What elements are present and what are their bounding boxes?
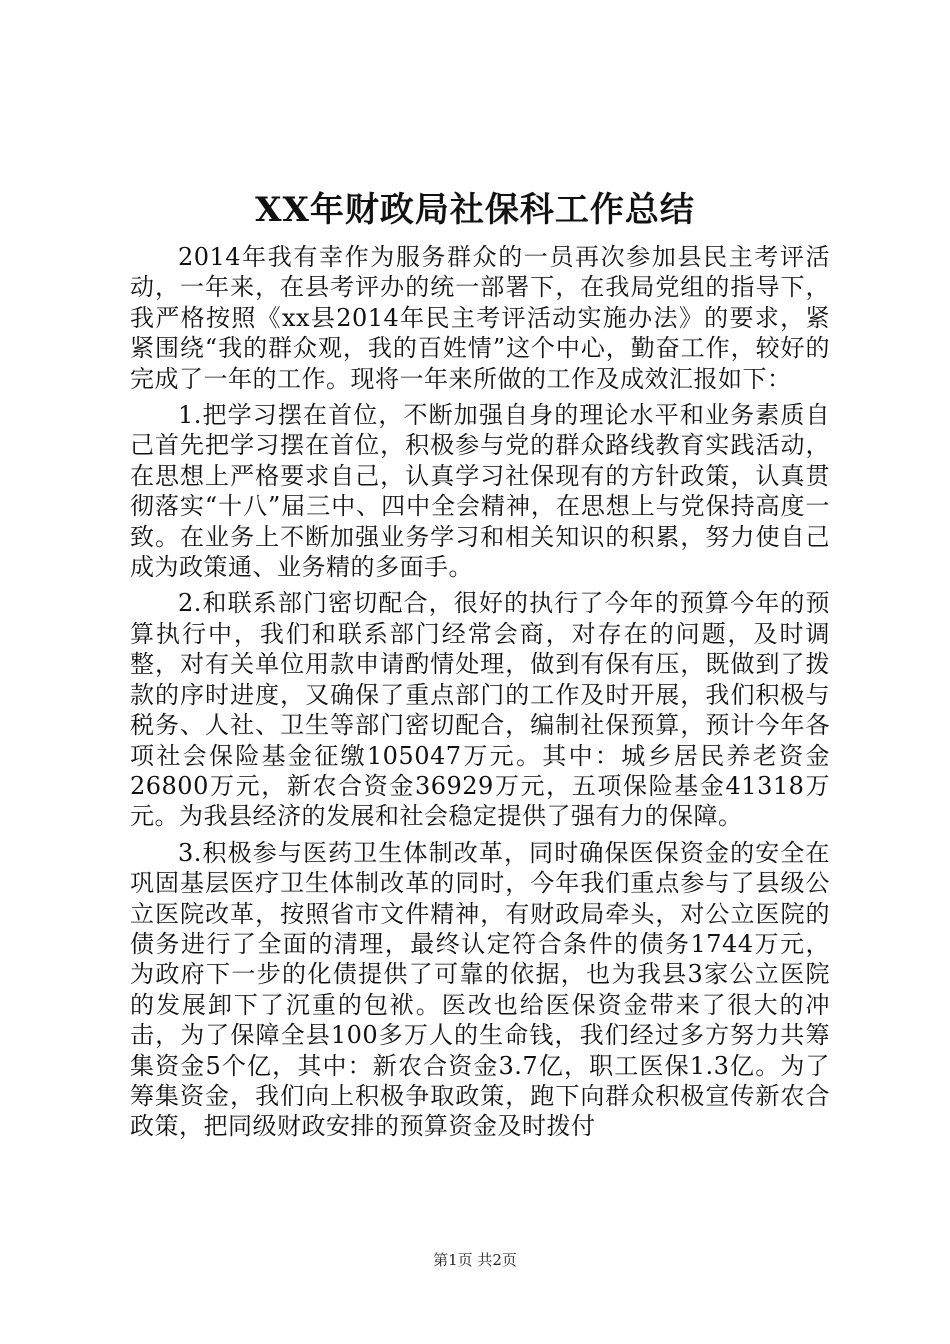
- paragraph-item-3: 3.积极参与医药卫生体制改革，同时确保医保资金的安全在巩固基层医疗卫生体制改革的同时，今年我们重点参与了县级公立医院改革，按照省市文件精神，有财政局牵头，对公立医院的债务进行了全面的清理，最终认定符合条件的债务1744万元，为政府下一步的化债提供了可靠的依据，也为我县3家公立医院的发展卸下了沉重的包袱。医改也给医保资金带来了很大的冲击，为了保障全县100多万人的生命钱，我们经过多方努力共筹集资金5个亿，其中：新农合资金3.7亿，职工医保1.3亿。为了筹集资金，我们向上积极争取政策，跑下向群众积极宣传新农合政策，把同级财政安排的预算资金及时拨付: [130, 838, 830, 1141]
- document-body: [130, 242, 830, 1142]
- paragraph-item-2: 2.和联系部门密切配合，很好的执行了今年的预算今年的预算执行中，我们和联系部门经常会商，对存在的问题，及时调整，对有关单位用款申请酌情处理，做到有保有压，既做到了拨款的序时进度，又确保了重点部门的工作及时开展，我们积极与税务、人社、卫生等部门密切配合，编制社保预算，预计今年各项社会保险基金征缴105047万元。其中：城乡居民养老资金26800万元，新农合资金36929万元，五项保险基金41318万元。为我县经济的发展和社会稳定提供了强有力的保障。: [130, 589, 830, 831]
- paragraph-intro: 2014年我有幸作为服务群众的一员再次参加县民主考评活动，一年来，在县考评办的统一部署下，在我局党组的指导下，我严格按照《xx县2014年民主考评活动实施办法》的要求，紧紧围绕“我的群众观，我的百姓情”这个中心，勤奋工作，较好的完成了一年的工作。现将一年来所做的工作及成效汇报如下：: [130, 243, 830, 393]
- page-footer: 第1页 共2页: [433, 1251, 517, 1269]
- document-title: XX年财政局社保科工作总结: [255, 190, 695, 230]
- paragraph-item-1: 1.把学习摆在首位，不断加强自身的理论水平和业务素质自己首先把学习摆在首位，积极参与党的群众路线教育实践活动，在思想上严格要求自己，认真学习社保现有的方针政策，认真贯彻落实“十八”届三中、四中全会精神，在思想上与党保持高度一致。在业务上不断加强业务学习和相关知识的积累，努力使自己成为政策通、业务精的多面手。: [130, 401, 830, 582]
